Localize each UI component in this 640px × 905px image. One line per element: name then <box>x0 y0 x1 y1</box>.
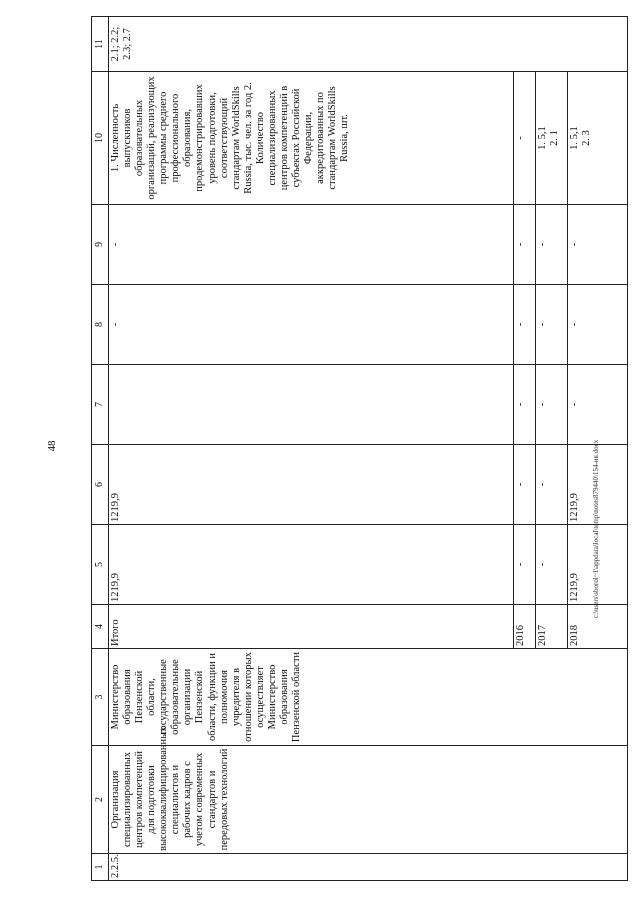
total-col-7 <box>109 365 514 445</box>
year-col-8: - <box>514 285 536 365</box>
year-cell: 2016 <box>514 605 536 649</box>
total-col-9: - <box>109 205 514 285</box>
year-col-8: - <box>568 285 628 365</box>
measure-number: 2.2.5. <box>109 854 628 881</box>
links-text: 2.1; 2.2; 2.3; 2.7 <box>109 17 628 72</box>
year-col-6: - <box>536 445 568 525</box>
year-col-10: 1. 5,1 2. 1 <box>536 72 568 205</box>
year-col-5: - <box>536 525 568 605</box>
header-col-11: 11 <box>92 17 109 72</box>
year-col-9: - <box>514 205 536 285</box>
year-cell: 2017 <box>536 605 568 649</box>
measure-name: Организация специализированных центров компетенций для подготовки высококвалифицированных специалистов и рабочих кадров с учетом современных стандартов и передовых технологий <box>109 746 628 854</box>
year-col-7: - <box>568 365 628 445</box>
header-col-10: 10 <box>92 72 109 205</box>
table-row-total <box>109 17 514 881</box>
column-number-row <box>92 17 109 881</box>
program-measures-table <box>91 16 628 881</box>
year-col-6: - <box>514 445 536 525</box>
year-col-5: - <box>514 525 536 605</box>
total-col-6: 1219,9 <box>109 445 514 525</box>
header-col-4: 4 <box>92 605 109 649</box>
total-label: Итого <box>109 605 514 649</box>
measure-executor: Министерство образования Пензенской области, государственные образовательные организации Пензенской области, функции и полномочия учредителя в отношении которых осуществляет Министерство образования Пензенской области <box>109 649 628 746</box>
header-col-8: 8 <box>92 285 109 365</box>
year-col-10: 1. 5,1 2. 3 <box>568 72 628 205</box>
page-number: 48 <box>46 440 58 452</box>
header-col-2: 2 <box>92 746 109 854</box>
total-col-5: 1219,9 <box>109 525 514 605</box>
year-col-7: - <box>536 365 568 445</box>
year-col-8: - <box>536 285 568 365</box>
header-col-9: 9 <box>92 205 109 285</box>
year-col-9: - <box>536 205 568 285</box>
header-col-1: 1 <box>92 854 109 881</box>
header-col-6: 6 <box>92 445 109 525</box>
year-col-6: 1219,9 <box>568 445 628 525</box>
footer-file-path: c:\users\sborol~1\appdata\local\temp\notes879440\154-ив.docx <box>592 439 600 618</box>
indicator-text: 1. Численность выпускников образовательных организаций, реализующих программы среднего профессионального образования, продемонстрировавших уровень подготовки, соответствующий стандартам WorldSkills Russia, тыс. чел. за год 2. Количество специализированных центров компетенций в субъектах Российской Федерации, аккредитованных по стандартам WorldSkills Russia, шт. <box>109 72 514 205</box>
year-cell: 2018 <box>568 605 628 649</box>
header-col-7: 7 <box>92 365 109 445</box>
header-col-3: 3 <box>92 649 109 746</box>
year-col-9: - <box>568 205 628 285</box>
header-col-5: 5 <box>92 525 109 605</box>
year-col-10: - <box>514 72 536 205</box>
total-col-8: - <box>109 285 514 365</box>
year-col-7: - <box>514 365 536 445</box>
year-col-5: 1219,9 <box>568 525 628 605</box>
program-table-frame <box>91 17 628 881</box>
